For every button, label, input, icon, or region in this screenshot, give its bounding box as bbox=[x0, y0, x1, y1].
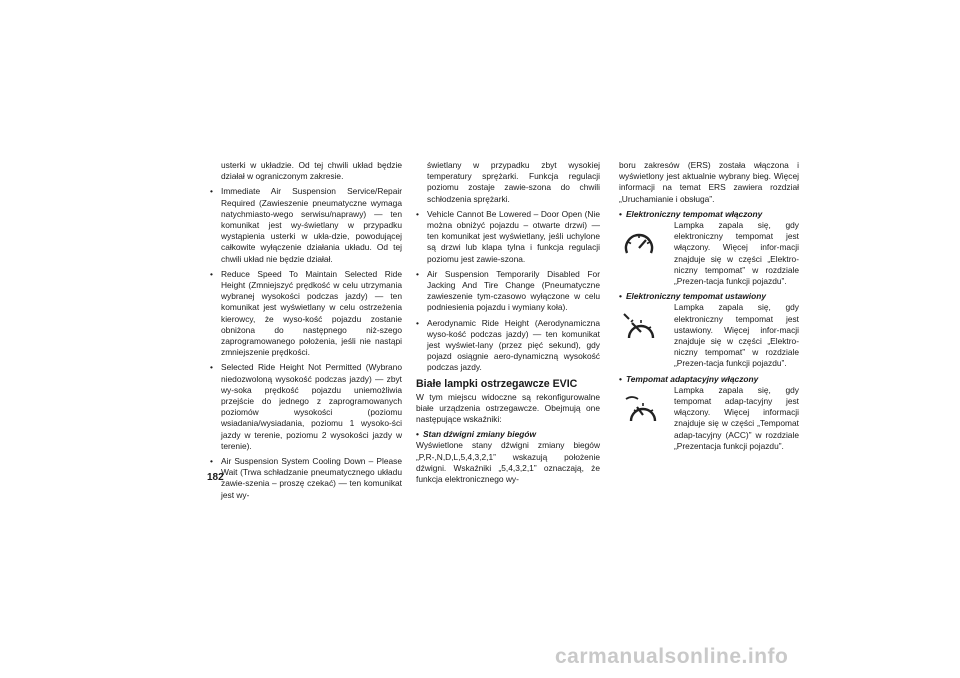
watermark: carmanualsonline.info bbox=[555, 645, 789, 668]
column-2 bbox=[416, 160, 600, 489]
list-item: • Reduce Speed To Maintain Selected Ride Height (Zmniejszyć prędkość w celu utrzymania wybranej wysokości podczas jazdy) — ten komunikat jest wyświetlany w celu ostrzeżenia kierowcy, że wyso-kość pojazdu zostanie obniżona do następnego niż-szego zaprogramowanego położenia, jeśli nie nastąpi zmniejszenie prędkości. bbox=[210, 268, 402, 358]
indicator-entry: Lampka zapala się, gdy elektroniczny tempomat jest włączony. Więcej infor-macji znajduje się w części „Elektro-niczny tempomat” w rozdziale „Prezen-tacja funkcji pojazdu”. bbox=[619, 220, 799, 287]
list-item: • Selected Ride Height Not Permitted (Wybrano niedozwoloną wysokość podczas jazdy) — zbyt wy-soka prędkość pojazdu uniemożliwia przejście do jednego z zaprogramowanych poziomów wysokości (poziomu wsiadania/wysiadania, poziomu 1 wysoko-ści jazdy w terenie, poziomu 2 wysokości jazdy w terenie). bbox=[210, 362, 402, 451]
page-number: 182 bbox=[207, 472, 224, 483]
list-item: • Aerodynamic Ride Height (Aerodynamiczna wyso-kość podczas jazdy) — ten komunikat jest wyświet-lany (przez pięć sekund), gdy pojazd osiągnie aero-dynamiczną wysokość podczas jazdy. bbox=[416, 317, 600, 373]
list-item: • Immediate Air Suspension Service/Repair Required (Zawieszenie pneumatyczne wymaga natychmiasto-wego serwisu/naprawy) — ten komunikat jest wy-świetlany w przypadku wystąpienia usterki w ukła-dzie, powodującej całkowite wyłączenie działania układu. Od tej chwili układ nie będzie działał. bbox=[210, 186, 402, 264]
column-1 bbox=[210, 160, 402, 505]
indicator-title: • Elektroniczny tempomat ustawiony bbox=[619, 291, 767, 302]
list-item: • Air Suspension System Cooling Down – Please Wait (Trwa schładzanie pneumatycznego układu zawie-szenia – proszę czekać) — ten komunikat jest wy- bbox=[210, 456, 402, 500]
indicator-title: • Elektroniczny tempomat włączony bbox=[619, 208, 763, 219]
section-heading: Białe lampki ostrzegawcze EVIC bbox=[416, 377, 578, 390]
column-3 bbox=[619, 160, 799, 456]
subsection-text: Wyświetlone stany dźwigni zmiany biegów „P,R-,N,D,L,5,4,3,2,1” wskazują położenie dźwigni. Wskaźniki „5,4,3,2,1” oznaczają, że funkcja elektronicznego wy- bbox=[416, 440, 600, 485]
indicator-entry: Lampka zapala się, gdy tempomat adap-tacyjny jest włączony. Więcej informacji znajduje się w części „Tempomat adap-tacyjny (ACC)” w rozdziale „Prezentacja funkcji pojazdu”. bbox=[619, 385, 799, 452]
continued-text: boru zakresów (ERS) została włączona i wyświetlony jest aktualnie wybrany bieg. Więcej informacji na temat ERS zawiera rozdział „Uruchamianie i obsługa”. bbox=[619, 160, 799, 204]
continued-text: usterki w układzie. Od tej chwili układ będzie działał w ograniczonym zakresie. bbox=[221, 160, 402, 182]
adaptive-cruise-control-icon bbox=[622, 395, 658, 425]
indicator-entry: Lampka zapala się, gdy elektroniczny tempomat jest ustawiony. Więcej infor-macji znajduje się w części „Elektro-niczny tempomat” w rozdziale „Prezen-tacja funkcji pojazdu”. bbox=[619, 302, 799, 369]
cruise-control-on-icon bbox=[622, 230, 656, 258]
list-item: • Vehicle Cannot Be Lowered – Door Open (Nie można obniżyć pojazdu – otwarte drzwi) — ten komunikat jest wyświetlany, jeśli uchylone są drzwi lub klapa tylna i funkcja regulacji poziomu jest zawie-szona. bbox=[416, 208, 600, 264]
section-intro: W tym miejscu widoczne są rekonfigurowalne białe urządzenia ostrzegawcze. Obejmują one następujące wskaźniki: bbox=[416, 391, 600, 425]
cruise-control-set-icon bbox=[622, 312, 656, 342]
indicator-title: • Tempomat adaptacyjny włączony bbox=[619, 373, 759, 384]
continued-text: świetlany w przypadku zbyt wysokiej temperatury sprężarki. Funkcja regulacji poziomu zostaje zawie-szona do chwili schłodzenia sprężarki. bbox=[427, 160, 600, 204]
list-item: • Air Suspension Temporarily Disabled For Jacking And Tire Change (Pneumatyczne zawieszenie tym-czasowo wyłączone w celu podniesienia pojazdu i wymiany koła). bbox=[416, 268, 600, 313]
subsection-title: • Stan dźwigni zmiany biegów bbox=[416, 429, 537, 440]
